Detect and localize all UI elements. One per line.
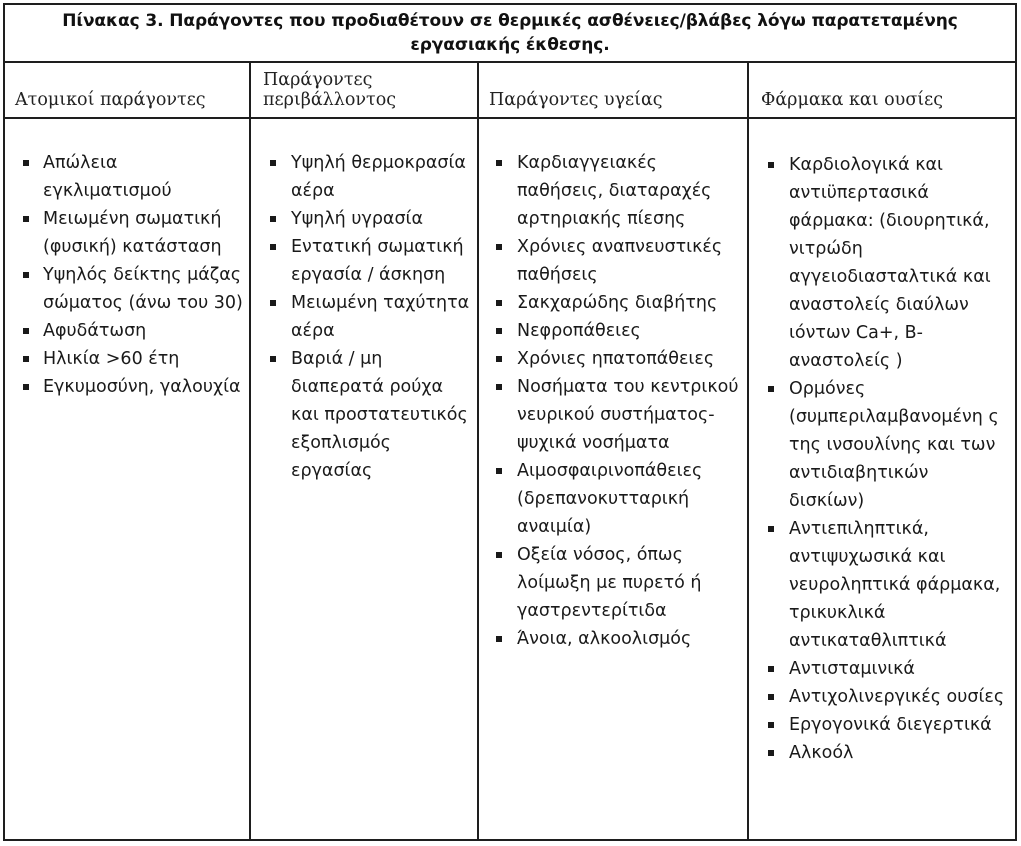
factors-table bbox=[3, 3, 1017, 841]
column-header-text: Παράγοντες υγείας bbox=[489, 90, 663, 110]
list-item: Εντατική σωματική εργασία / άσκηση bbox=[251, 233, 471, 289]
list-item: Υψηλός δείκτης μάζας σώματος (άνω του 30) bbox=[5, 261, 243, 317]
factor-list bbox=[251, 149, 471, 485]
column-header-text: Παράγοντες περιβάλλοντος bbox=[263, 70, 397, 110]
column-header bbox=[251, 63, 477, 119]
list-item: Αλκοόλ bbox=[749, 739, 1009, 767]
list-item: Χρόνιες ηπατοπάθειες bbox=[479, 345, 741, 373]
list-item: Απώλεια εγκλιματισμού bbox=[5, 149, 243, 205]
factor-list bbox=[749, 151, 1009, 767]
factor-list bbox=[479, 149, 741, 653]
table-title: Πίνακας 3. Παράγοντες που προδιαθέτουν σε θερμικές ασθένειες/βλάβες λόγω παρατεταμένης εργασιακής έκθεσης. bbox=[5, 5, 1015, 63]
column-header bbox=[749, 63, 1015, 119]
column-drugs-substances bbox=[747, 63, 1015, 839]
list-item: Αντισταμινικά bbox=[749, 655, 1009, 683]
column-header-text: Φάρμακα και ουσίες bbox=[761, 90, 943, 110]
list-item: Μειωμένη ταχύτητα αέρα bbox=[251, 289, 471, 345]
list-item: Σακχαρώδης διαβήτης bbox=[479, 289, 741, 317]
list-item: Χρόνιες αναπνευστικές παθήσεις bbox=[479, 233, 741, 289]
list-item: Υψηλή θερμοκρασία αέρα bbox=[251, 149, 471, 205]
list-item: Υψηλή υγρασία bbox=[251, 205, 471, 233]
list-item: Νοσήματα του κεντρικού νευρικού συστήματος-ψυχικά νοσήματα bbox=[479, 373, 741, 457]
column-health-factors bbox=[477, 63, 747, 839]
list-item: Καρδιολογικά και αντιϋπερτασικά φάρμακα: (διουρητικά, νιτρώδη αγγειοδιασταλτικά και αναστολείς διαύλων ιόντων Ca+, Β-αναστολείς ) bbox=[749, 151, 1009, 375]
column-environment-factors bbox=[249, 63, 477, 839]
list-item: Μειωμένη σωματική (φυσική) κατάσταση bbox=[5, 205, 243, 261]
list-item: Αφυδάτωση bbox=[5, 317, 243, 345]
column-header bbox=[5, 63, 249, 119]
list-item: Άνοια, αλκοολισμός bbox=[479, 625, 741, 653]
list-item: Εργογονικά διεγερτικά bbox=[749, 711, 1009, 739]
list-item: Αντιεπιληπτικά, αντιψυχωσικά και νευροληπτικά φάρμακα, τρικυκλικά αντικαταθλιπτικά bbox=[749, 515, 1009, 655]
list-item: Εγκυμοσύνη, γαλουχία bbox=[5, 373, 243, 401]
list-item: Αιμοσφαιρινοπάθειες (δρεπανοκυτταρική αναιμία) bbox=[479, 457, 741, 541]
list-item: Καρδιαγγειακές παθήσεις, διαταραχές αρτηριακής πίεσης bbox=[479, 149, 741, 233]
list-item: Βαριά / μη διαπερατά ρούχα και προστατευτικός εξοπλισμός εργασίας bbox=[251, 345, 471, 485]
column-individual-factors bbox=[5, 63, 249, 839]
list-item: Οξεία νόσος, όπως λοίμωξη με πυρετό ή γαστρεντερίτιδα bbox=[479, 541, 741, 625]
factor-list bbox=[5, 149, 243, 401]
list-item: Ηλικία >60 έτη bbox=[5, 345, 243, 373]
list-item: Νεφροπάθειες bbox=[479, 317, 741, 345]
column-header-text: Ατομικοί παράγοντες bbox=[15, 90, 206, 110]
column-header bbox=[479, 63, 747, 119]
list-item: Ορμόνες (συμπεριλαμβανομένη ς της ινσουλίνης και των αντιδιαβητικών δισκίων) bbox=[749, 375, 1009, 515]
list-item: Αντιχολινεργικές ουσίες bbox=[749, 683, 1009, 711]
